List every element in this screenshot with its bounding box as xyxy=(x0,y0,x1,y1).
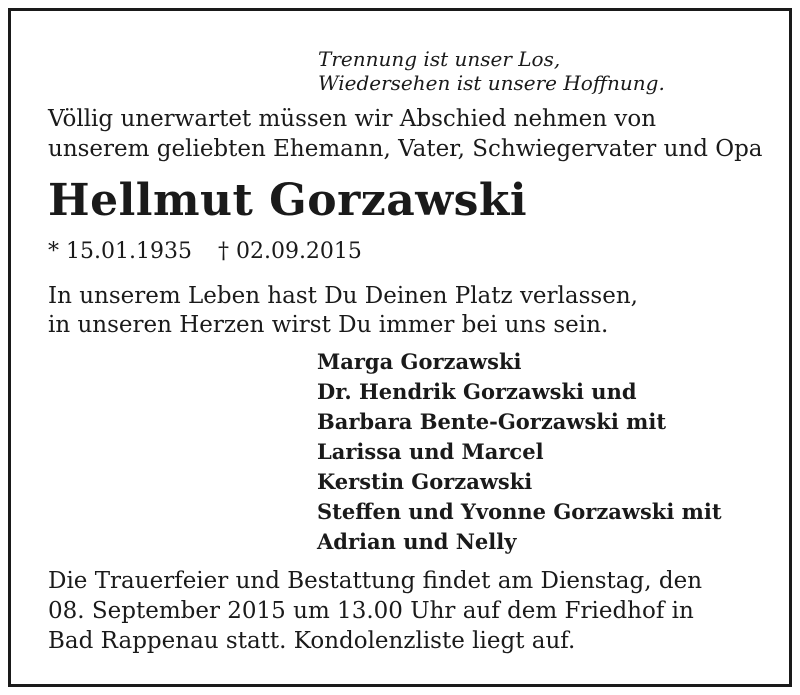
verse-line-1: In unserem Leben hast Du Deinen Platz verlassen, xyxy=(48,283,638,309)
closing-line-3: Bad Rappenau statt. Kondolenzliste liegt auf. xyxy=(48,628,576,654)
intro-line-1: Völlig unerwartet müssen wir Abschied nehmen von xyxy=(48,106,657,132)
mourner-entry: Steffen und Yvonne Gorzawski mit xyxy=(317,499,722,524)
mourner-entry: Kerstin Gorzawski xyxy=(317,469,533,494)
closing-line-2: 08. September 2015 um 13.00 Uhr auf dem Friedhof in xyxy=(48,598,694,624)
closing-line-1: Die Trauerfeier und Bestattung findet am Dienstag, den xyxy=(48,568,703,594)
mourners-list xyxy=(317,347,722,557)
verse-line-2: in unseren Herzen wirst Du immer bei uns sein. xyxy=(48,312,609,338)
mourner-entry: Larissa und Marcel xyxy=(317,439,544,464)
mourner-entry: Marga Gorzawski xyxy=(317,349,522,374)
motto-line-2: Wiedersehen ist unsere Hoffnung. xyxy=(318,71,665,95)
obituary-notice xyxy=(8,8,792,687)
deceased-name: Hellmut Gorzawski xyxy=(48,175,528,226)
birth-date: * 15.01.1935 xyxy=(48,239,192,264)
mourner-entry: Dr. Hendrik Gorzawski und xyxy=(317,379,637,404)
death-date: † 02.09.2015 xyxy=(217,239,362,264)
motto-line-1: Trennung ist unser Los, xyxy=(318,47,561,71)
life-dates xyxy=(48,237,362,267)
mourner-entry: Adrian und Nelly xyxy=(317,529,517,554)
intro-line-2: unserem geliebten Ehemann, Vater, Schwiegervater und Opa xyxy=(48,136,763,162)
mourner-entry: Barbara Bente-Gorzawski mit xyxy=(317,409,667,434)
